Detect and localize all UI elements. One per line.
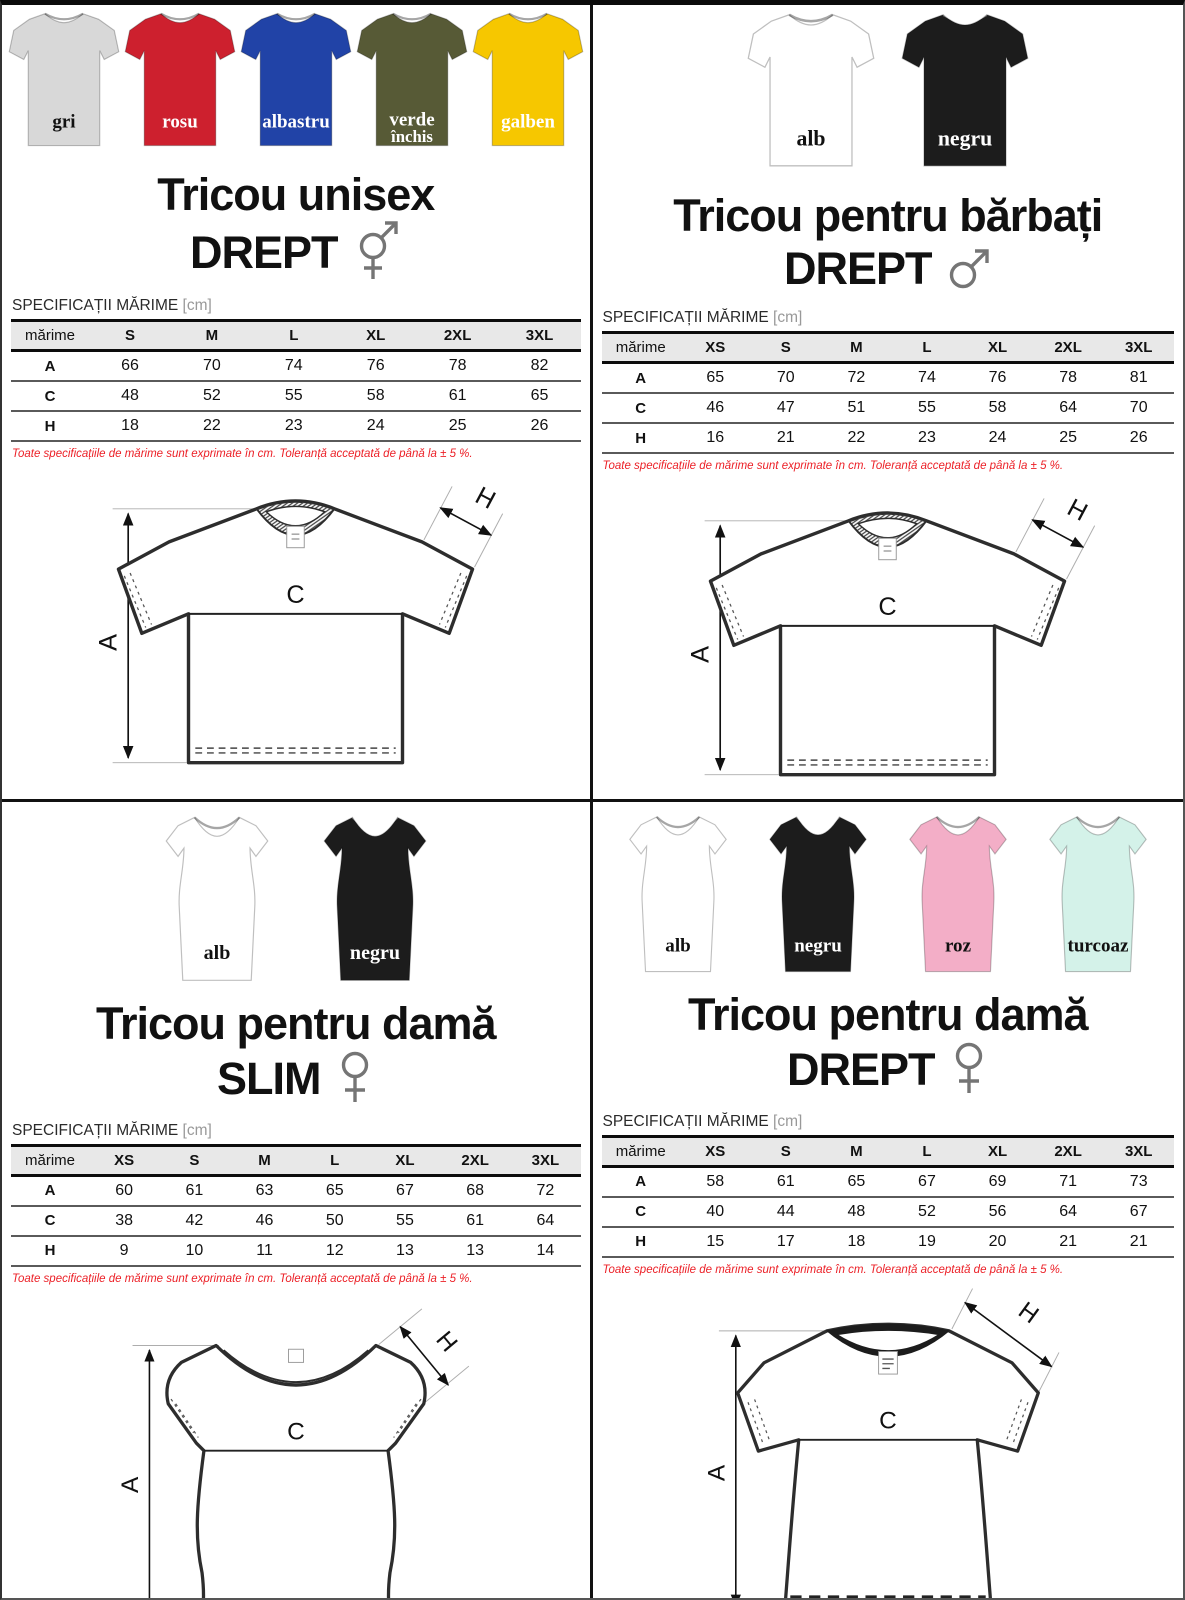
- col-header: 3XL: [1103, 1136, 1174, 1166]
- spec-unit: [cm]: [773, 309, 803, 327]
- size-table: [602, 331, 1175, 454]
- neck-tag: [879, 538, 897, 559]
- dim-label-a: A: [116, 1476, 144, 1493]
- col-header: 2XL: [1033, 333, 1104, 363]
- tshirt-photo-alb: [747, 7, 875, 171]
- product-title: [2, 168, 590, 283]
- col-header: 3XL: [1103, 333, 1174, 363]
- spec-title: SPECIFICAȚII MĂRIME: [602, 309, 769, 327]
- dim-label-c: C: [878, 593, 897, 622]
- color-variants-row: [2, 802, 590, 985]
- col-header: S: [159, 1145, 229, 1175]
- title-line2: DREPT: [189, 226, 338, 278]
- col-header: S: [751, 333, 822, 363]
- col-header: L: [300, 1145, 370, 1175]
- male-icon: [946, 246, 992, 292]
- table-row: C 48 52 55 58 61 65: [11, 381, 581, 411]
- title-line2: SLIM: [217, 1053, 321, 1105]
- neck-tag: [287, 526, 305, 547]
- table-header-row: [11, 321, 581, 351]
- col-header: 3XL: [499, 321, 581, 351]
- color-label: alb: [796, 126, 826, 151]
- dim-label-a: A: [703, 1464, 731, 1481]
- size-table: [602, 1135, 1175, 1258]
- spec-title: SPECIFICAȚII MĂRIME: [602, 1112, 769, 1130]
- dim-label-c: C: [286, 581, 305, 610]
- color-variants-row: [593, 802, 1184, 976]
- color-label: albastru: [261, 111, 330, 133]
- col-header: XL: [335, 321, 417, 351]
- dim-label-h: H: [1062, 493, 1093, 528]
- table-row: A 58 61 65 67 69 71 73: [602, 1166, 1175, 1197]
- product-title: [593, 189, 1184, 295]
- dim-label-h: H: [1012, 1296, 1044, 1329]
- size-diagram-women-slim: [61, 1291, 531, 1598]
- tshirt-photo-alb: [158, 808, 276, 985]
- table-row: C 38 42 46 50 55 61 64: [11, 1206, 581, 1236]
- spec-unit: [cm]: [182, 1121, 212, 1139]
- dim-label-c: C: [878, 1407, 897, 1435]
- tshirt-photo-negru: [316, 808, 434, 985]
- dim-label-h: H: [470, 481, 501, 515]
- table-row: H 16 21 22 23 24 25 26: [602, 423, 1175, 453]
- spec-unit: [cm]: [773, 1112, 803, 1130]
- col-header: XS: [680, 1136, 751, 1166]
- col-header: M: [821, 1136, 892, 1166]
- size-diagram-men: [615, 478, 1160, 799]
- col-header: M: [171, 321, 253, 351]
- table-header-row: [602, 333, 1175, 363]
- title-line1: Tricou pentru damă: [95, 997, 496, 1049]
- product-title: [2, 997, 590, 1108]
- color-label: verde: [389, 109, 435, 131]
- tshirt-photo-gri: [8, 7, 120, 150]
- col-header: S: [751, 1136, 822, 1166]
- unisex-icon: [352, 221, 402, 283]
- title-line1: Tricou pentru damă: [687, 988, 1088, 1040]
- col-header: XL: [962, 1136, 1033, 1166]
- col-header: XS: [89, 1145, 159, 1175]
- table-row: H 18 22 23 24 25 26: [11, 411, 581, 441]
- size-diagram-men: [23, 466, 568, 787]
- spec-heading: [603, 1113, 1174, 1131]
- female-icon: [335, 1050, 375, 1108]
- table-row: C 40 44 48 52 56 64 67: [602, 1197, 1175, 1227]
- tolerance-note: Toate specificațiile de mărime sunt exprimate în cm. Toleranță acceptată de până la ± 5 %.: [12, 1272, 473, 1285]
- tolerance-note: Toate specificațiile de mărime sunt exprimate în cm. Toleranță acceptată de până la ± 5 %.: [12, 448, 473, 461]
- color-label-line2: închis: [390, 127, 433, 147]
- col-header: XL: [370, 1145, 440, 1175]
- quadrant-dama-drept: [593, 802, 1184, 1599]
- color-label: gri: [52, 111, 76, 133]
- col-header: S: [89, 321, 171, 351]
- color-variants-row: [593, 5, 1184, 171]
- title-line2: DREPT: [786, 1044, 935, 1096]
- spec-title: SPECIFICAȚII MĂRIME: [12, 297, 179, 315]
- table-row: A 60 61 63 65 67 68 72: [11, 1175, 581, 1206]
- tolerance-note: Toate specificațiile de mărime sunt exprimate în cm. Toleranță acceptată de până la ± 5 %.: [602, 460, 1064, 473]
- table-header-row: [11, 1145, 581, 1175]
- table-row: C 46 47 51 55 58 64 70: [602, 393, 1175, 423]
- color-variants-row: [2, 5, 590, 150]
- color-label: alb: [665, 934, 691, 956]
- spec-title: SPECIFICAȚII MĂRIME: [12, 1121, 179, 1139]
- tshirt-photo-rosu: [124, 7, 236, 150]
- dim-label-a: A: [94, 634, 123, 651]
- dim-label-h: H: [430, 1325, 463, 1357]
- tshirt-photo-negru: [901, 7, 1029, 171]
- color-label: roz: [944, 934, 971, 956]
- title-line2: DREPT: [783, 243, 932, 295]
- title-line1: Tricou pentru bărbați: [673, 190, 1103, 241]
- col-header: 2XL: [417, 321, 499, 351]
- dim-label-a: A: [686, 646, 715, 664]
- tshirt-photo-verde-inchis: [356, 7, 468, 150]
- table-row: A 65 70 72 74 76 78 81: [602, 363, 1175, 394]
- female-icon: [949, 1041, 989, 1099]
- color-label: negru: [937, 126, 992, 151]
- product-title: [593, 988, 1184, 1099]
- tshirt-photo-negru: [762, 808, 874, 976]
- col-header: mărime: [602, 333, 680, 363]
- col-header: XS: [680, 333, 751, 363]
- col-header: L: [892, 333, 963, 363]
- col-header: XL: [962, 333, 1033, 363]
- col-header: 2XL: [440, 1145, 510, 1175]
- spec-heading: [12, 1122, 580, 1140]
- neck-tag: [288, 1349, 303, 1362]
- col-header: M: [229, 1145, 299, 1175]
- table-row: H 9 10 11 12 13 13 14: [11, 1236, 581, 1266]
- col-header: 3XL: [510, 1145, 580, 1175]
- color-label: negru: [793, 934, 842, 956]
- size-table: [11, 1144, 581, 1267]
- col-header: 2XL: [1033, 1136, 1104, 1166]
- table-row: H 15 17 18 19 20 21 21: [602, 1227, 1175, 1257]
- quadrant-unisex-drept: [2, 5, 593, 802]
- table-row: A 66 70 74 76 78 82: [11, 351, 581, 382]
- dim-label-c: C: [286, 1418, 305, 1446]
- quadrant-dama-slim: [2, 802, 593, 1599]
- spec-heading: [603, 309, 1174, 327]
- size-diagram-women-straight: [653, 1282, 1123, 1598]
- color-label: turcoaz: [1067, 934, 1129, 956]
- col-header: L: [253, 321, 335, 351]
- col-header: mărime: [11, 321, 89, 351]
- quadrant-barbati-drept: [593, 5, 1184, 802]
- tshirt-photo-galben: [472, 7, 584, 150]
- spec-heading: [12, 297, 580, 315]
- col-header: M: [821, 333, 892, 363]
- neck-tag: [878, 1351, 897, 1374]
- title-line1: Tricou unisex: [157, 169, 435, 220]
- tshirt-photo-roz: [902, 808, 1014, 976]
- tshirt-photo-turcoaz: [1042, 808, 1154, 976]
- tolerance-note: Toate specificațiile de mărime sunt exprimate în cm. Toleranță acceptată de până la ± 5 %.: [602, 1263, 1064, 1276]
- tshirt-photo-albastru: [240, 7, 352, 150]
- color-label: negru: [349, 941, 400, 964]
- col-header: mărime: [11, 1145, 89, 1175]
- color-label: alb: [203, 941, 231, 964]
- table-header-row: [602, 1136, 1175, 1166]
- color-label: rosu: [161, 111, 198, 133]
- col-header: mărime: [602, 1136, 680, 1166]
- size-table: [11, 319, 581, 442]
- color-label: galben: [500, 111, 555, 133]
- spec-unit: [cm]: [182, 297, 212, 315]
- tshirt-photo-alb: [622, 808, 734, 976]
- col-header: L: [892, 1136, 963, 1166]
